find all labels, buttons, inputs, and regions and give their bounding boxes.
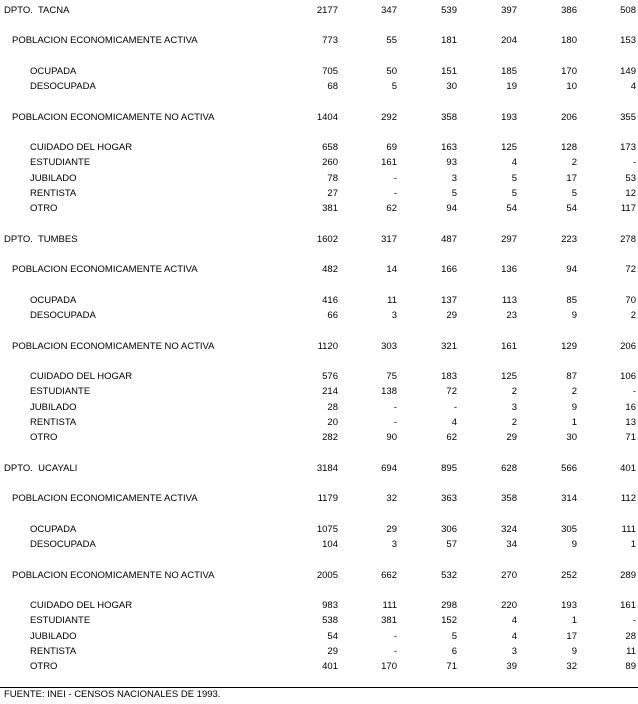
cell-col-4: 29 (506, 432, 517, 443)
cell-col-4: 2 (511, 417, 517, 428)
cell-col-4: 34 (506, 539, 517, 550)
cell-col-6: 53 (625, 173, 636, 184)
cell-col-1: 983 (322, 600, 338, 611)
cell-col-6: 1 (630, 539, 636, 550)
cell-col-4: 113 (501, 295, 517, 306)
row-label: OTRO (30, 661, 58, 672)
cell-col-4: 5 (511, 173, 517, 184)
pea-item-row (0, 538, 638, 552)
row-label: DPTO. TUMBES (4, 234, 78, 245)
row-label: CUIDADO DEL HOGAR (30, 371, 133, 382)
row-label: ESTUDIANTE (30, 386, 91, 397)
cell-col-5: 1 (571, 417, 577, 428)
pena-item-row (0, 172, 638, 186)
cell-col-1: 381 (322, 203, 338, 214)
row-label: JUBILADO (30, 173, 77, 184)
cell-col-4: 204 (501, 35, 517, 46)
cell-col-4: 220 (501, 600, 517, 611)
cell-col-6: - (632, 615, 636, 626)
row-label: POBLACION ECONOMICAMENTE NO ACTIVA (12, 112, 215, 123)
cell-col-2: 69 (386, 142, 397, 153)
row-label: DPTO. UCAYALI (4, 463, 78, 474)
cell-col-3: 358 (441, 112, 457, 123)
row-label: DESOCUPADA (30, 310, 96, 321)
cell-col-6: 355 (620, 112, 636, 123)
cell-col-5: 386 (561, 5, 577, 16)
cell-col-3: 163 (441, 142, 457, 153)
pena-item-row (0, 614, 638, 628)
pena-item-row (0, 187, 638, 201)
cell-col-3: 487 (441, 234, 457, 245)
cell-col-5: 10 (566, 81, 577, 92)
cell-col-4: 125 (501, 371, 517, 382)
cell-col-3: 181 (441, 35, 457, 46)
row-label: CUIDADO DEL HOGAR (30, 142, 133, 153)
row-label: ESTUDIANTE (30, 615, 91, 626)
pea-item-row (0, 309, 638, 323)
cell-col-4: 358 (501, 493, 517, 504)
cell-col-6: 13 (625, 417, 636, 428)
cell-col-3: 30 (446, 81, 457, 92)
cell-col-2: 292 (381, 112, 397, 123)
cell-col-2: 5 (391, 81, 397, 92)
cell-col-1: 54 (327, 631, 338, 642)
cell-col-4: 39 (506, 661, 517, 672)
cell-col-1: 27 (327, 188, 338, 199)
cell-col-4: 161 (501, 341, 517, 352)
cell-col-3: 539 (441, 5, 457, 16)
row-label: OCUPADA (30, 524, 77, 535)
cell-col-4: 5 (511, 188, 517, 199)
cell-col-2: 75 (386, 371, 397, 382)
cell-col-1: 29 (327, 646, 338, 657)
cell-col-6: 12 (625, 188, 636, 199)
pena-row (0, 569, 638, 583)
cell-col-5: 85 (566, 295, 577, 306)
cell-col-4: 628 (501, 463, 517, 474)
cell-col-2: 14 (386, 264, 397, 275)
cell-col-1: 401 (322, 661, 338, 672)
cell-col-3: - (453, 402, 457, 413)
cell-col-4: 193 (501, 112, 517, 123)
cell-col-2: - (393, 173, 397, 184)
row-label: DPTO. TACNA (4, 5, 70, 16)
cell-col-4: 397 (501, 5, 517, 16)
cell-col-1: 104 (322, 539, 338, 550)
cell-col-3: 137 (441, 295, 457, 306)
cell-col-6: 112 (620, 493, 636, 504)
cell-col-3: 72 (446, 386, 457, 397)
cell-col-4: 270 (501, 570, 517, 581)
row-label: RENTISTA (30, 417, 77, 428)
cell-col-3: 895 (441, 463, 457, 474)
cell-col-2: - (393, 646, 397, 657)
cell-col-2: 11 (387, 295, 397, 306)
cell-col-3: 5 (451, 188, 457, 199)
cell-col-5: 2 (571, 157, 577, 168)
cell-col-2: 50 (386, 66, 397, 77)
cell-col-2: 55 (386, 35, 397, 46)
dept-total-row (0, 233, 638, 247)
row-label: CUIDADO DEL HOGAR (30, 600, 133, 611)
cell-col-6: - (632, 386, 636, 397)
cell-col-1: 20 (327, 417, 338, 428)
pena-item-row (0, 385, 638, 399)
cell-col-5: 9 (571, 310, 577, 321)
row-label: DESOCUPADA (30, 539, 96, 550)
cell-col-5: 180 (561, 35, 577, 46)
cell-col-4: 54 (506, 203, 517, 214)
cell-col-6: 206 (620, 341, 636, 352)
cell-col-2: 29 (386, 524, 397, 535)
cell-col-5: 206 (561, 112, 577, 123)
cell-col-4: 4 (511, 631, 517, 642)
cell-col-5: 17 (566, 631, 577, 642)
cell-col-2: - (393, 402, 397, 413)
cell-col-2: 170 (381, 661, 397, 672)
row-label: JUBILADO (30, 631, 77, 642)
cell-col-5: 223 (561, 234, 577, 245)
row-label: OCUPADA (30, 295, 77, 306)
row-label: ESTUDIANTE (30, 157, 91, 168)
cell-col-3: 71 (446, 661, 457, 672)
cell-col-4: 3 (511, 646, 517, 657)
cell-col-5: 5 (571, 188, 577, 199)
cell-col-6: 4 (630, 81, 636, 92)
cell-col-3: 306 (441, 524, 457, 535)
cell-col-5: 9 (571, 646, 577, 657)
cell-col-1: 538 (322, 615, 338, 626)
cell-col-3: 5 (451, 631, 457, 642)
cell-col-2: 381 (381, 615, 397, 626)
cell-col-5: 54 (566, 203, 577, 214)
cell-col-3: 6 (451, 646, 457, 657)
cell-col-2: 90 (386, 432, 397, 443)
cell-col-3: 94 (446, 203, 457, 214)
cell-col-5: 87 (566, 371, 577, 382)
footer-divider (0, 687, 638, 688)
cell-col-3: 321 (441, 341, 457, 352)
row-label: JUBILADO (30, 402, 77, 413)
pea-row (0, 263, 638, 277)
cell-col-2: 317 (381, 234, 397, 245)
cell-col-5: 305 (561, 524, 577, 535)
cell-col-1: 1602 (316, 234, 338, 245)
cell-col-1: 28 (327, 402, 338, 413)
cell-col-3: 298 (441, 600, 457, 611)
cell-col-3: 57 (446, 539, 457, 550)
cell-col-4: 136 (501, 264, 517, 275)
cell-col-6: 161 (620, 600, 636, 611)
cell-col-1: 576 (322, 371, 338, 382)
cell-col-2: 62 (386, 203, 397, 214)
cell-col-4: 2 (511, 386, 517, 397)
cell-col-4: 4 (511, 157, 517, 168)
cell-col-5: 30 (566, 432, 577, 443)
cell-col-5: 1 (571, 615, 577, 626)
cell-col-4: 19 (506, 81, 517, 92)
cell-col-2: - (393, 188, 397, 199)
cell-col-2: 111 (382, 600, 397, 611)
cell-col-2: 347 (381, 5, 397, 16)
cell-col-3: 183 (441, 371, 457, 382)
cell-col-2: 303 (381, 341, 397, 352)
cell-col-3: 532 (441, 570, 457, 581)
cell-col-5: 2 (571, 386, 577, 397)
source-footnote: FUENTE: INEI - CENSOS NACIONALES DE 1993. (4, 689, 221, 700)
cell-col-3: 151 (441, 66, 457, 77)
pena-item-row (0, 630, 638, 644)
pena-item-row (0, 645, 638, 659)
cell-col-1: 282 (322, 432, 338, 443)
pea-item-row (0, 523, 638, 537)
pea-item-row (0, 80, 638, 94)
pea-row (0, 492, 638, 506)
pea-item-row (0, 294, 638, 308)
cell-col-3: 152 (441, 615, 457, 626)
cell-col-5: 129 (561, 341, 577, 352)
cell-col-2: - (393, 631, 397, 642)
pena-item-row (0, 401, 638, 415)
cell-col-4: 324 (501, 524, 517, 535)
cell-col-1: 78 (327, 173, 338, 184)
cell-col-2: - (393, 417, 397, 428)
pena-item-row (0, 370, 638, 384)
cell-col-1: 68 (327, 81, 338, 92)
cell-col-5: 17 (566, 173, 577, 184)
cell-col-6: 106 (620, 371, 636, 382)
pena-row (0, 111, 638, 125)
cell-col-3: 93 (446, 157, 457, 168)
cell-col-1: 66 (327, 310, 338, 321)
cell-col-1: 260 (322, 157, 338, 168)
cell-col-6: 71 (625, 432, 636, 443)
cell-col-4: 185 (501, 66, 517, 77)
row-label: OTRO (30, 203, 58, 214)
pea-item-row (0, 65, 638, 79)
row-label: OTRO (30, 432, 58, 443)
cell-col-1: 416 (322, 295, 338, 306)
cell-col-6: 28 (625, 631, 636, 642)
row-label: POBLACION ECONOMICAMENTE ACTIVA (12, 264, 198, 275)
cell-col-4: 4 (511, 615, 517, 626)
cell-col-6: 11 (626, 646, 636, 657)
pena-item-row (0, 431, 638, 445)
pena-item-row (0, 141, 638, 155)
cell-col-6: 72 (625, 264, 636, 275)
row-label: OCUPADA (30, 66, 77, 77)
cell-col-5: 193 (561, 600, 577, 611)
cell-col-5: 32 (566, 661, 577, 672)
pea-row (0, 34, 638, 48)
cell-col-5: 94 (566, 264, 577, 275)
cell-col-1: 482 (322, 264, 338, 275)
cell-col-5: 314 (561, 493, 577, 504)
row-label: RENTISTA (30, 646, 77, 657)
cell-col-6: 153 (620, 35, 636, 46)
cell-col-3: 4 (451, 417, 457, 428)
cell-col-1: 214 (322, 386, 338, 397)
pena-item-row (0, 156, 638, 170)
cell-col-6: 117 (620, 203, 636, 214)
pena-item-row (0, 202, 638, 216)
row-label: POBLACION ECONOMICAMENTE NO ACTIVA (12, 570, 215, 581)
cell-col-6: 149 (620, 66, 636, 77)
pena-row (0, 340, 638, 354)
cell-col-5: 9 (571, 539, 577, 550)
cell-col-6: 89 (625, 661, 636, 672)
cell-col-1: 1120 (317, 341, 338, 352)
cell-col-1: 705 (322, 66, 338, 77)
row-label: DESOCUPADA (30, 81, 96, 92)
cell-col-6: 173 (620, 142, 636, 153)
cell-col-1: 2005 (316, 570, 338, 581)
cell-col-6: 289 (620, 570, 636, 581)
cell-col-2: 161 (381, 157, 397, 168)
cell-col-3: 166 (441, 264, 457, 275)
cell-col-1: 2177 (316, 5, 338, 16)
cell-col-4: 23 (506, 310, 517, 321)
cell-col-2: 32 (386, 493, 397, 504)
cell-col-2: 662 (381, 570, 397, 581)
cell-col-2: 138 (381, 386, 397, 397)
row-label: POBLACION ECONOMICAMENTE ACTIVA (12, 35, 198, 46)
row-label: POBLACION ECONOMICAMENTE ACTIVA (12, 493, 198, 504)
cell-col-3: 363 (441, 493, 457, 504)
cell-col-1: 3184 (316, 463, 338, 474)
row-label: POBLACION ECONOMICAMENTE NO ACTIVA (12, 341, 215, 352)
cell-col-2: 3 (391, 539, 397, 550)
cell-col-5: 252 (561, 570, 577, 581)
cell-col-3: 29 (446, 310, 457, 321)
cell-col-1: 658 (322, 142, 338, 153)
cell-col-3: 62 (446, 432, 457, 443)
pena-item-row (0, 599, 638, 613)
cell-col-4: 3 (511, 402, 517, 413)
cell-col-5: 128 (561, 142, 577, 153)
cell-col-1: 1404 (316, 112, 338, 123)
cell-col-1: 1179 (317, 493, 338, 504)
pena-item-row (0, 660, 638, 674)
cell-col-2: 3 (391, 310, 397, 321)
dept-total-row (0, 4, 638, 18)
cell-col-1: 1075 (316, 524, 338, 535)
cell-col-2: 694 (381, 463, 397, 474)
cell-col-5: 170 (561, 66, 577, 77)
cell-col-1: 773 (322, 35, 338, 46)
cell-col-6: 2 (630, 310, 636, 321)
row-label: RENTISTA (30, 188, 77, 199)
cell-col-6: 16 (625, 402, 636, 413)
cell-col-6: 401 (620, 463, 636, 474)
cell-col-6: 70 (625, 295, 636, 306)
cell-col-3: 3 (451, 173, 457, 184)
cell-col-5: 9 (571, 402, 577, 413)
cell-col-4: 125 (501, 142, 517, 153)
pena-item-row (0, 416, 638, 430)
dept-total-row (0, 462, 638, 476)
cell-col-5: 566 (561, 463, 577, 474)
cell-col-6: 508 (620, 5, 636, 16)
cell-col-6: - (632, 157, 636, 168)
cell-col-6: 111 (621, 524, 636, 535)
cell-col-4: 297 (501, 234, 517, 245)
cell-col-6: 278 (620, 234, 636, 245)
